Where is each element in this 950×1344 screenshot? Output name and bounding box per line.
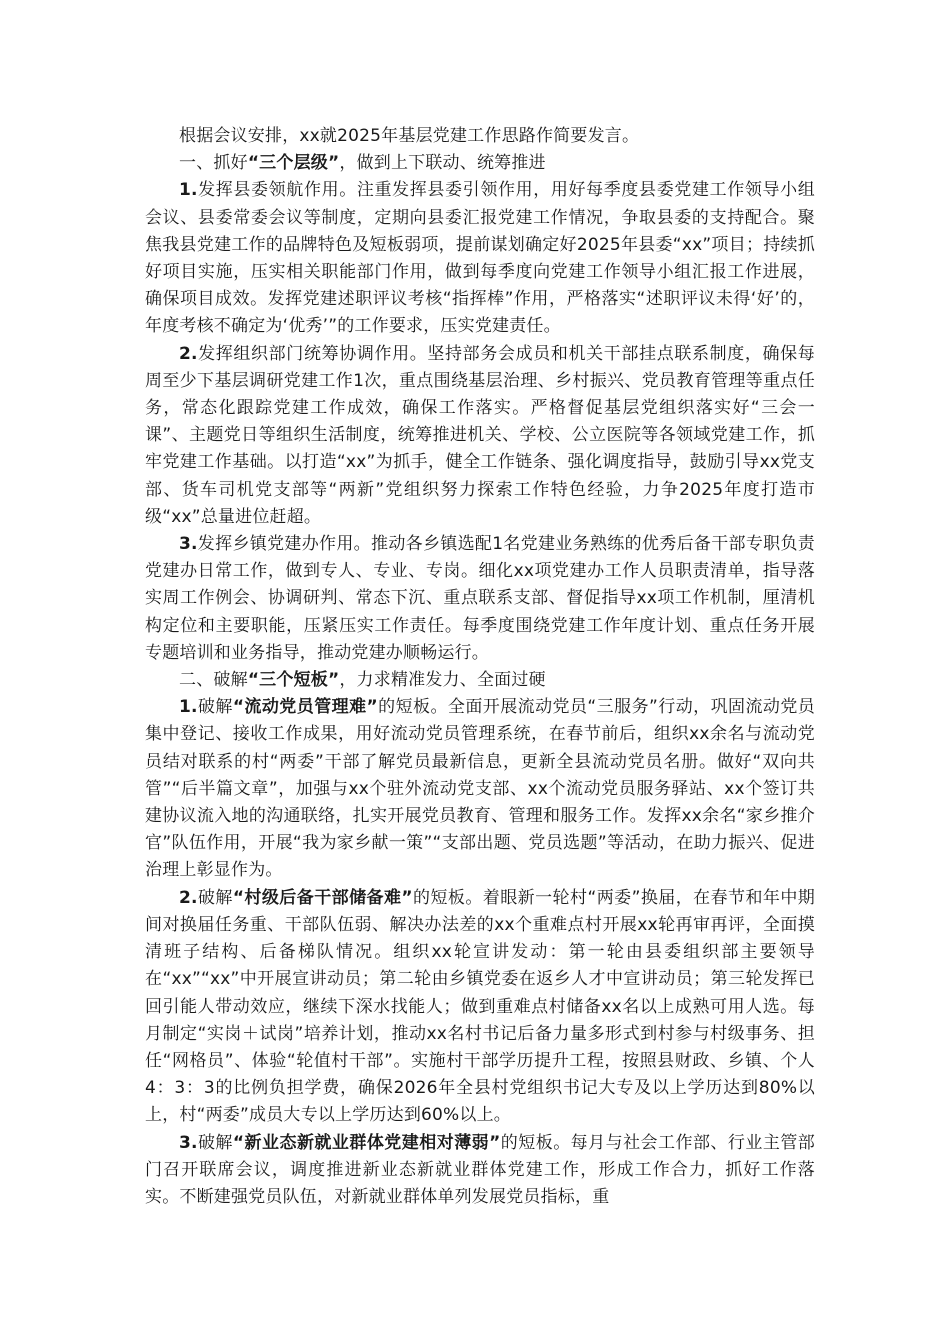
section-2-heading-keyword: “三个短板” xyxy=(247,670,340,691)
item-lead-prefix: 破解 xyxy=(197,1132,233,1153)
section-2-item-3 xyxy=(145,1130,815,1212)
section-2-heading-suffix: ，力求精准发力、全面过硬 xyxy=(339,670,546,691)
item-lead-suffix: 的短板。 xyxy=(500,1132,571,1153)
item-number: 2. xyxy=(179,887,198,908)
item-text: 发挥乡镇党建办作用。推动各乡镇选配1名党建业务熟练的优秀后备干部专职负责党建办日常工作，做到专人、专业、专岗。细化xx项党建办工作人员职责清单，指导落实周工作例会、协调研判、常态下沉、重点联系支部、督促指导xx项工作机制，厘清机构定位和主要职能，压紧压实工作责任。每季度围绕党建工作年度计划、重点任务开展专题培训和业务指导，推动党建办顺畅运行。 xyxy=(145,534,815,663)
section-1-heading-suffix: ，做到上下联动、统筹推进 xyxy=(339,153,546,174)
item-number: 3. xyxy=(179,1132,198,1153)
section-1-item-3 xyxy=(145,531,815,667)
document-page xyxy=(145,123,815,1211)
item-text: 发挥县委领航作用。注重发挥县委引领作用，用好每季度县委党建工作领导小组会议、县委常委会议等制度，定期向县委汇报党建工作情况，争取县委的支持配合。聚焦我县党建工作的品牌特色及短板弱项，提前谋划确定好2025年县委“xx”项目；持续抓好项目实施，压实相关职能部门作用，做到每季度向党建工作领导小组汇报工作进展，确保项目成效。发挥党建述职评议考核“指挥棒”作用，严格落实“述职评议未得‘好’的，年度考核不确定为‘优秀’”的工作要求，压实党建责任。 xyxy=(145,180,815,337)
section-1-item-2 xyxy=(145,341,815,531)
item-text: 着眼新一轮村“两委”换届，在春节和年中期间对换届任务重、干部队伍弱、解决办法差的xx个重难点村开展xx轮再审再评，全面摸清班子结构、后备梯队情况。组织xx轮宣讲发动：第一轮由县委组织部主要领导在“xx”“xx”中开展宣讲动员；第二轮由乡镇党委在返乡人才中宣讲动员；第三轮发挥已回引能人带动效应，继续下深水找能人；做到重难点村储备xx名以上成熟可用人选。每月制定“实岗＋试岗”培养计划，推动xx名村书记后备力量多形式到村参与村级事务、担任“网格员”、体验“轮值村干部”。实施村干部学历提升工程，按照县财政、乡镇、个人4：3：3的比例负担学费，确保2026年全县村党组织书记大专及以上学历达到80%以上，村“两委”成员大专以上学历达到60%以上。 xyxy=(145,887,815,1126)
section-2-heading xyxy=(145,667,815,694)
item-number: 1. xyxy=(179,180,198,201)
item-number: 1. xyxy=(179,697,198,718)
section-1-heading xyxy=(145,150,815,177)
item-number: 3. xyxy=(179,534,198,555)
section-1-heading-prefix: 一、抓好 xyxy=(179,153,248,174)
section-2-item-2 xyxy=(145,885,815,1130)
item-lead-keyword: “流动党员管理难” xyxy=(232,697,378,718)
item-text: 每月与社会工作部、行业主管部门召开联席会议，调度推进新业态新就业群体党建工作，形成工作合力，抓好工作落实。不断建强党员队伍，对新就业群体单列发展党员指标，重 xyxy=(145,1132,815,1207)
item-number: 2. xyxy=(179,343,198,364)
section-2-heading-prefix: 二、破解 xyxy=(179,670,248,691)
section-1-item-1 xyxy=(145,177,815,340)
item-lead-prefix: 破解 xyxy=(197,887,233,908)
item-text: 发挥组织部门统筹协调作用。坚持部务会成员和机关干部挂点联系制度，确保每周至少下基层调研党建工作1次，重点围绕基层治理、乡村振兴、党员教育管理等重点任务，常态化跟踪党建工作成效，确保工作落实。严格督促基层党组织落实好“三会一课”、主题党日等组织生活制度，统筹推进机关、学校、公立医院等各领域党建工作，抓牢党建工作基础。以打造“xx”为抓手，健全工作链条、强化调度指导，鼓励引导xx党支部、货车司机党支部等“两新”党组织努力探索工作特色经验，力争2025年度打造市级“xx”总量进位赶超。 xyxy=(145,343,815,527)
item-lead-prefix: 破解 xyxy=(197,697,233,718)
item-lead-suffix: 的短板。 xyxy=(377,697,448,718)
section-2-item-1 xyxy=(145,694,815,884)
item-text: 全面开展流动党员“三服务”行动，巩固流动党员集中登记、接收工作成果，用好流动党员管理系统，在春节前后，组织xx余名与流动党员结对联系的村“两委”干部了解党员最新信息，更新全县流动党员名册。做好“双向共管”“后半篇文章”，加强与xx个驻外流动党支部、xx个流动党员服务驿站、xx个签订共建协议流入地的沟通联络，扎实开展党员教育、管理和服务工作。发挥xx余名“家乡推介官”队伍作用，开展“我为家乡献一策”“支部出题、党员选题”等活动，在助力振兴、促进治理上彰显作为。 xyxy=(145,697,815,881)
item-lead-suffix: 的短板。 xyxy=(412,887,483,908)
section-1-heading-keyword: “三个层级” xyxy=(247,153,340,174)
item-lead-keyword: “新业态新就业群体党建相对薄弱” xyxy=(232,1132,501,1153)
intro-paragraph: 根据会议安排，xx就2025年基层党建工作思路作简要发言。 xyxy=(179,126,640,146)
item-lead-keyword: “村级后备干部储备难” xyxy=(232,887,413,908)
